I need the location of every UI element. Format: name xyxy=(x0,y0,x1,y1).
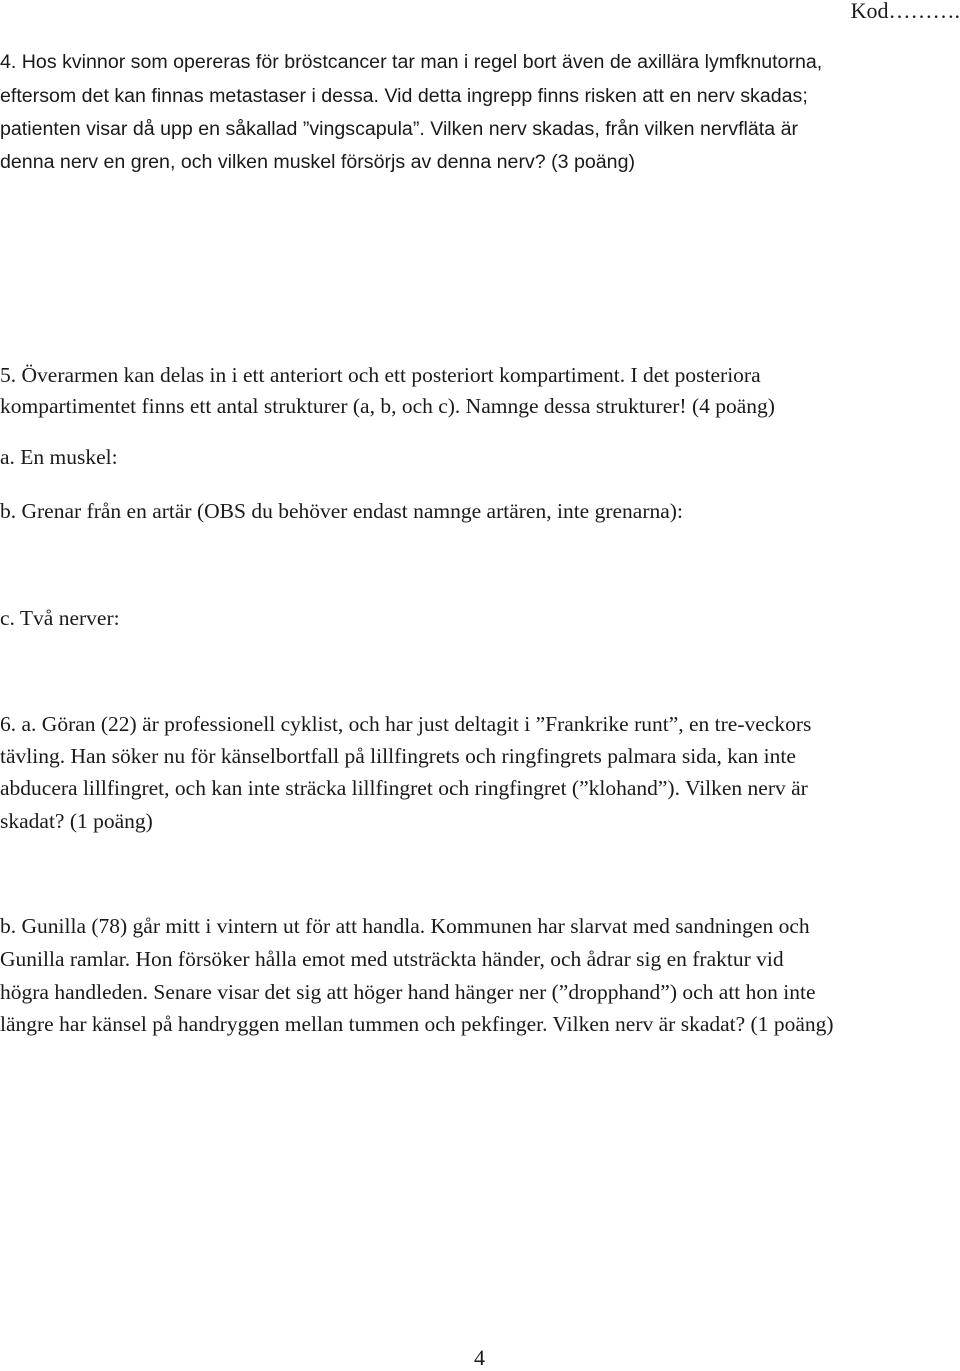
question-6a-line-1: 6. a. Göran (22) är professionell cyklist, och har just deltagit i ”Frankrike runt”, en tre-veckors xyxy=(0,712,812,736)
question-5-item-b: b. Grenar från en artär (OBS du behöver endast namnge artären, inte grenarna): xyxy=(0,499,683,523)
question-6a-line-3: abducera lillfingret, och kan inte sträcka lillfingret och ringfingret (”klohand”). Vilken nerv är xyxy=(0,776,808,800)
question-6a-line-2: tävling. Han söker nu för känselbortfall på lillfingrets och ringfingrets palmara sida, kan inte xyxy=(0,744,796,768)
question-4-line-3: patienten visar då upp en såkallad ”vingscapula”. Vilken nerv skadas, från vilken nervfläta är xyxy=(0,118,798,140)
question-6a-line-4: skadat? (1 poäng) xyxy=(0,809,153,833)
question-6b-line-3: högra handleden. Senare visar det sig att höger hand hänger ner (”dropphand”) och att hon inte xyxy=(0,980,816,1004)
page-number: 4 xyxy=(474,1345,485,1370)
question-6b-line-2: Gunilla ramlar. Hon försöker hålla emot med utsträckta händer, och ådrar sig en fraktur vid xyxy=(0,947,784,971)
question-6b-line-4: längre har känsel på handryggen mellan tummen och pekfinger. Vilken nerv är skadat? (1 poäng) xyxy=(0,1012,834,1036)
question-4-line-1: 4. Hos kvinnor som opereras för bröstcancer tar man i regel bort även de axillära lymfknutorna, xyxy=(0,51,823,73)
question-5-line-1: 5. Överarmen kan delas in i ett anteriort och ett posteriort kompartiment. I det posteriora xyxy=(0,363,761,387)
question-5-item-a: a. En muskel: xyxy=(0,445,118,469)
question-6b-line-1: b. Gunilla (78) går mitt i vintern ut för att handla. Kommunen har slarvat med sandningen och xyxy=(0,914,810,938)
question-5-item-c: c. Två nerver: xyxy=(0,606,120,630)
question-4-line-4: denna nerv en gren, och vilken muskel försörjs av denna nerv? (3 poäng) xyxy=(0,151,635,173)
student-code-label: Kod………. xyxy=(850,0,960,23)
question-5-line-2: kompartimentet finns ett antal strukturer (a, b, och c). Namnge dessa strukturer! (4 poäng) xyxy=(0,394,775,418)
question-4-line-2: eftersom det kan finnas metastaser i dessa. Vid detta ingrepp finns risken att en nerv skadas; xyxy=(0,85,808,107)
